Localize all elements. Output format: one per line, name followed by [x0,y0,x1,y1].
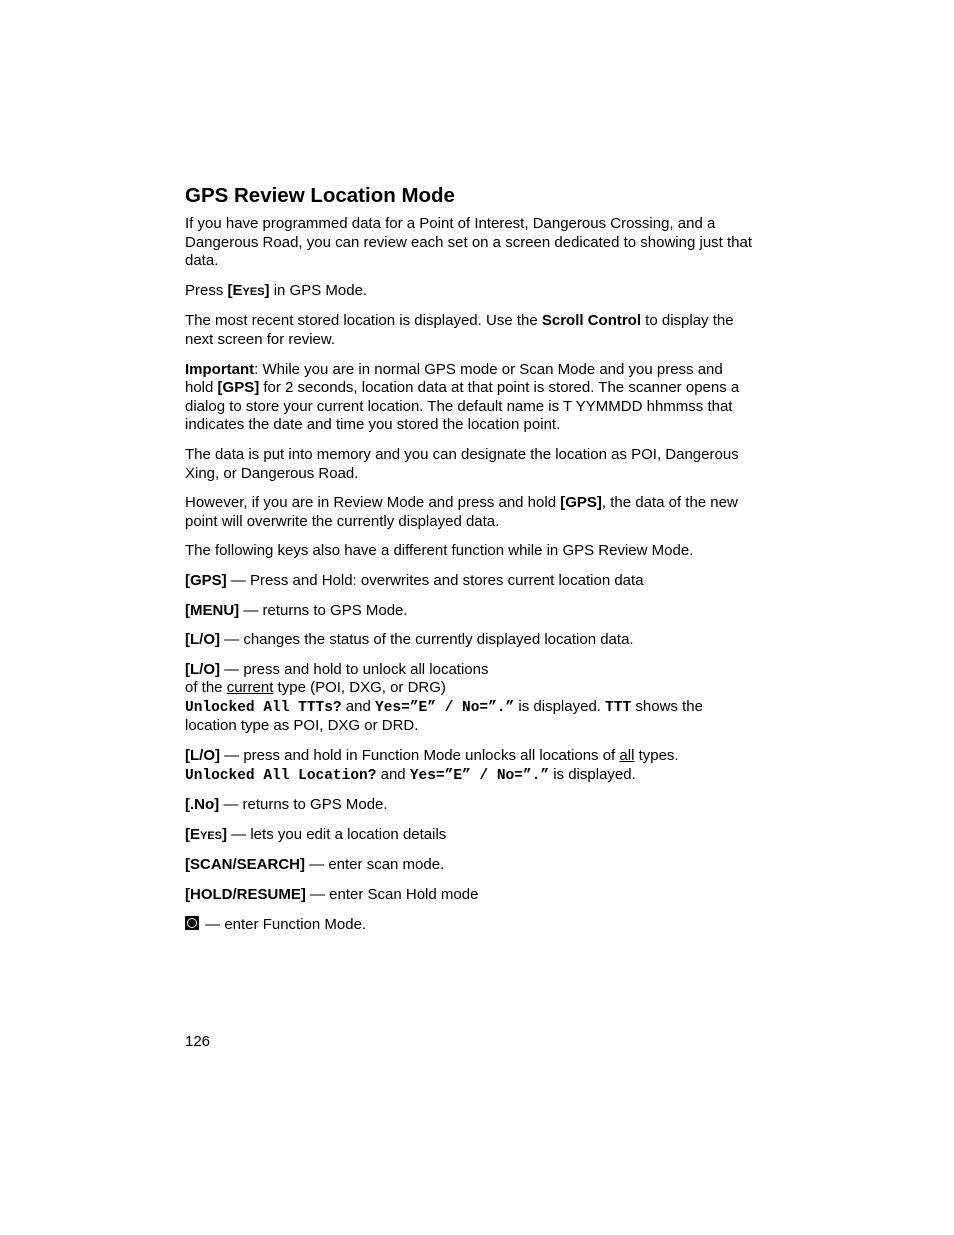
key-lo-unlock-all: [L/O] — press and hold in Function Mode unlocks all locations of all types. Unlocked All Location? and Yes=”E” / No=”.” is displayed. [185,747,679,784]
key-hold: [HOLD/RESUME] — enter Scan Hold mode [185,886,479,904]
eyes-key-label: [EYES] [227,281,270,299]
press-paragraph: Press [EYES] in GPS Mode. [185,281,368,299]
key-scan: [SCAN/SEARCH] — enter scan mode. [185,856,445,874]
key-lo-unlock-current: [L/O] — press and hold to unlock all locations of the current type (POI, DXG, or DRG) Unlocked All TTTs? and Yes=”E” / No=”.” is displayed. TTT shows the location type as POI, DXG or DRD. [185,660,703,735]
key-function: — enter Function Mode. [185,916,755,935]
intro-paragraph: If you have programmed data for a Point of Interest, Dangerous Crossing, and a Dangerous Road, you can review each set on a screen dedicated to showing just that data. [185,215,753,270]
memory-paragraph: The data is put into memory and you can designate the location as POI, Dangerous Xing, or Dangerous Road. [185,445,739,482]
however-paragraph: However, if you are in Review Mode and press and hold [GPS], the data of the new point will overwrite the currently displayed data. [185,494,738,530]
page-title: GPS Review Location Mode [185,184,455,207]
key-lo-status: [L/O] — changes the status of the currently displayed location data. [185,631,634,649]
function-key-icon [185,916,199,930]
important-paragraph: Important: While you are in normal GPS mode or Scan Mode and you press and hold [GPS] for 2 seconds, location data at that point is stored. The scanner opens a dialog to store your current location. The default name is T YYMMDD hhmmss that indicates the date and time you stored the location point. [185,360,740,434]
key-gps: [GPS] — Press and Hold: overwrites and stores current location data [185,571,644,589]
key-menu: [MENU] — returns to GPS Mode. [185,601,408,619]
page-content [185,183,755,945]
recent-paragraph: The most recent stored location is displayed. Use the Scroll Control to display the next screen for review. [185,312,734,348]
page-number: 126 [185,1033,211,1050]
following-paragraph: The following keys also have a different function while in GPS Review Mode. [185,542,694,560]
key-eyes: [EYES] — lets you edit a location details [185,825,447,843]
key-no: [.No] — returns to GPS Mode. [185,796,388,814]
